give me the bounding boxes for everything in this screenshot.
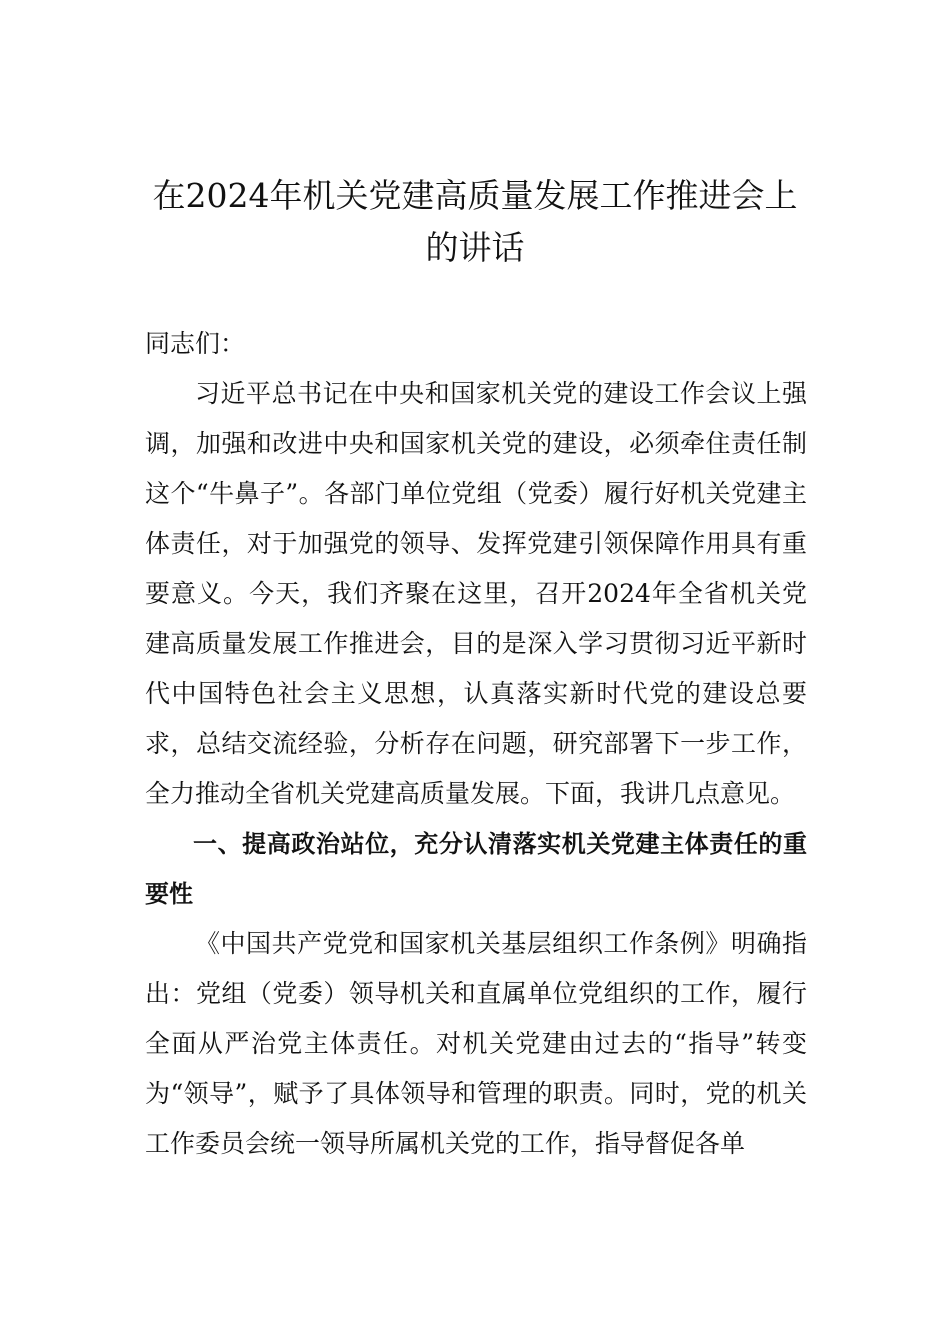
- paragraph-intro: 习近平总书记在中央和国家机关党的建设工作会议上强调，加强和改进中央和国家机关党的建设，必须牵住责任制这个“牛鼻子”。各部门单位党组（党委）履行好机关党建主体责任，对于加强党的领导、发挥党建引领保障作用具有重要意义。今天，我们齐聚在这里，召开2024年全省机关党建高质量发展工作推进会，目的是深入学习贯彻习近平新时代中国特色社会主义思想，认真落实新时代党的建设总要求，总结交流经验，分析存在问题，研究部署下一步工作，全力推动全省机关党建高质量发展。下面，我讲几点意见。: [145, 379, 807, 808]
- paragraph-section-1: 《中国共产党党和国家机关基层组织工作条例》明确指出：党组（党委）领导机关和直属单位党组织的工作，履行全面从严治党主体责任。对机关党建由过去的“指导”转变为“领导”，赋予了具体领导和管理的职责。同时，党的机关工作委员会统一领导所属机关党的工作，指导督促各单: [145, 929, 807, 1158]
- document-body: [145, 319, 807, 1169]
- document-title: 在2024年机关党建高质量发展工作推进会上的讲话: [152, 176, 798, 267]
- salutation: 同志们：: [145, 329, 246, 358]
- section-heading-1: 一、提高政治站位，充分认清落实机关党建主体责任的重要性: [145, 830, 807, 908]
